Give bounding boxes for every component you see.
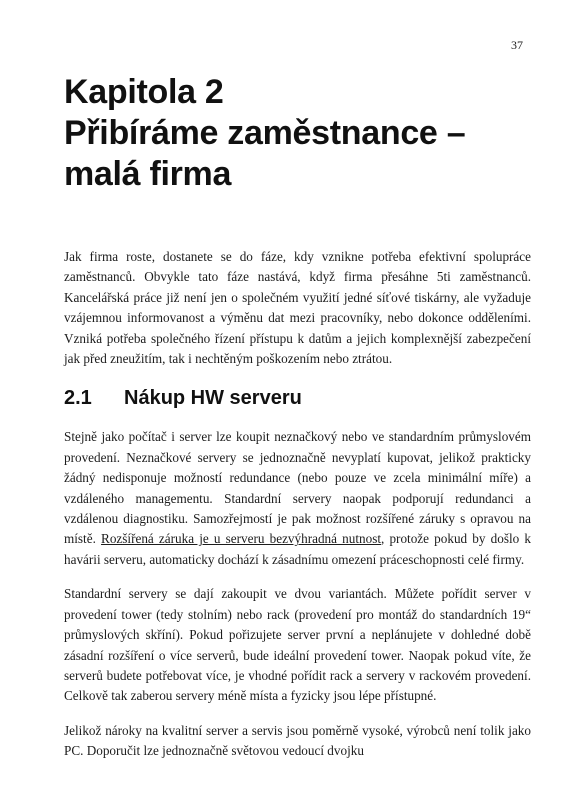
paragraph-1-text-start: Stejně jako počítač i server lze koupit neznačkový nebo ve standardním průmyslovém provedení. Neznačkové servery se jednoznačně nevyplatí kupovat, jelikož prakticky žádný nedisponuje možností redundance (nebo pouze ve zcela minimální míře) a vzdáleného managementu. Standardní servery naopak podporují redundanci a vzdálenou diagnostiku. Samozřejmostí je pak možnost rozšířené záruky s opravou na místě. [64, 429, 531, 547]
section-paragraph-1 [64, 427, 531, 570]
underlined-emphasis: Rozšířená záruka je u serveru bezvýhradná nutnost [101, 531, 381, 547]
chapter-title-line-1: Přibíráme zaměstnance – [64, 114, 466, 152]
page-body [64, 247, 531, 776]
intro-paragraph: Jak firma roste, dostanete se do fáze, kdy vznikne potřeba efektivní spolupráce zaměstnanců. Obvykle tato fáze nastává, když firma přesáhne 5ti zaměstnanců. Kancelářská práce již není jen o společném využití jedné síťové tiskárny, ale vyžaduje vzájemnou informovanost a výměnu dat mezi pracovníky, nebo dokonce odděleními. Vzniká potřeba společného řízení přístupu k datům a jejich komplexnější zabezpečení jak před zneužitím, tak i nechtěným poškozením nebo ztrátou. [64, 249, 531, 367]
page-number: 37 [511, 38, 523, 52]
chapter-heading [64, 72, 534, 195]
section-paragraph-3: Jelikož nároky na kvalitní server a servis jsou poměrně vysoké, výrobců není tolik jako PC. Doporučit lze jednoznačně světovou vedoucí dvojku [64, 722, 531, 759]
section-number: 2.1 [64, 387, 92, 410]
chapter-label: Kapitola 2 [64, 73, 224, 111]
section-heading [64, 385, 531, 411]
section-paragraph-2: Standardní servery se dají zakoupit ve dvou variantách. Můžete pořídit server v provedení tower (tedy stolním) nebo rack (provedení pro montáž do standardních 19“ průmyslových skříní). Pokud pořizujete server první a neplánujete v dohledné době zásadní rozšíření o více serverů, bude ideální provedení tower. Naopak pokud víte, že serverů budete potřebovat více, je vhodné pořídit rack a servery v rackovém provedení. Celkově tak zaberou servery méně místa a fyzicky jsou lépe přístupné. [64, 586, 531, 704]
section-title: Nákup HW serveru [124, 387, 302, 410]
paragraph-1-text-end: , protože pokud by došlo k havárii serveru, automaticky dochází k zásadnímu omezení práceschopnosti celé firmy. [64, 531, 531, 567]
chapter-title-line-2: malá firma [64, 155, 232, 193]
